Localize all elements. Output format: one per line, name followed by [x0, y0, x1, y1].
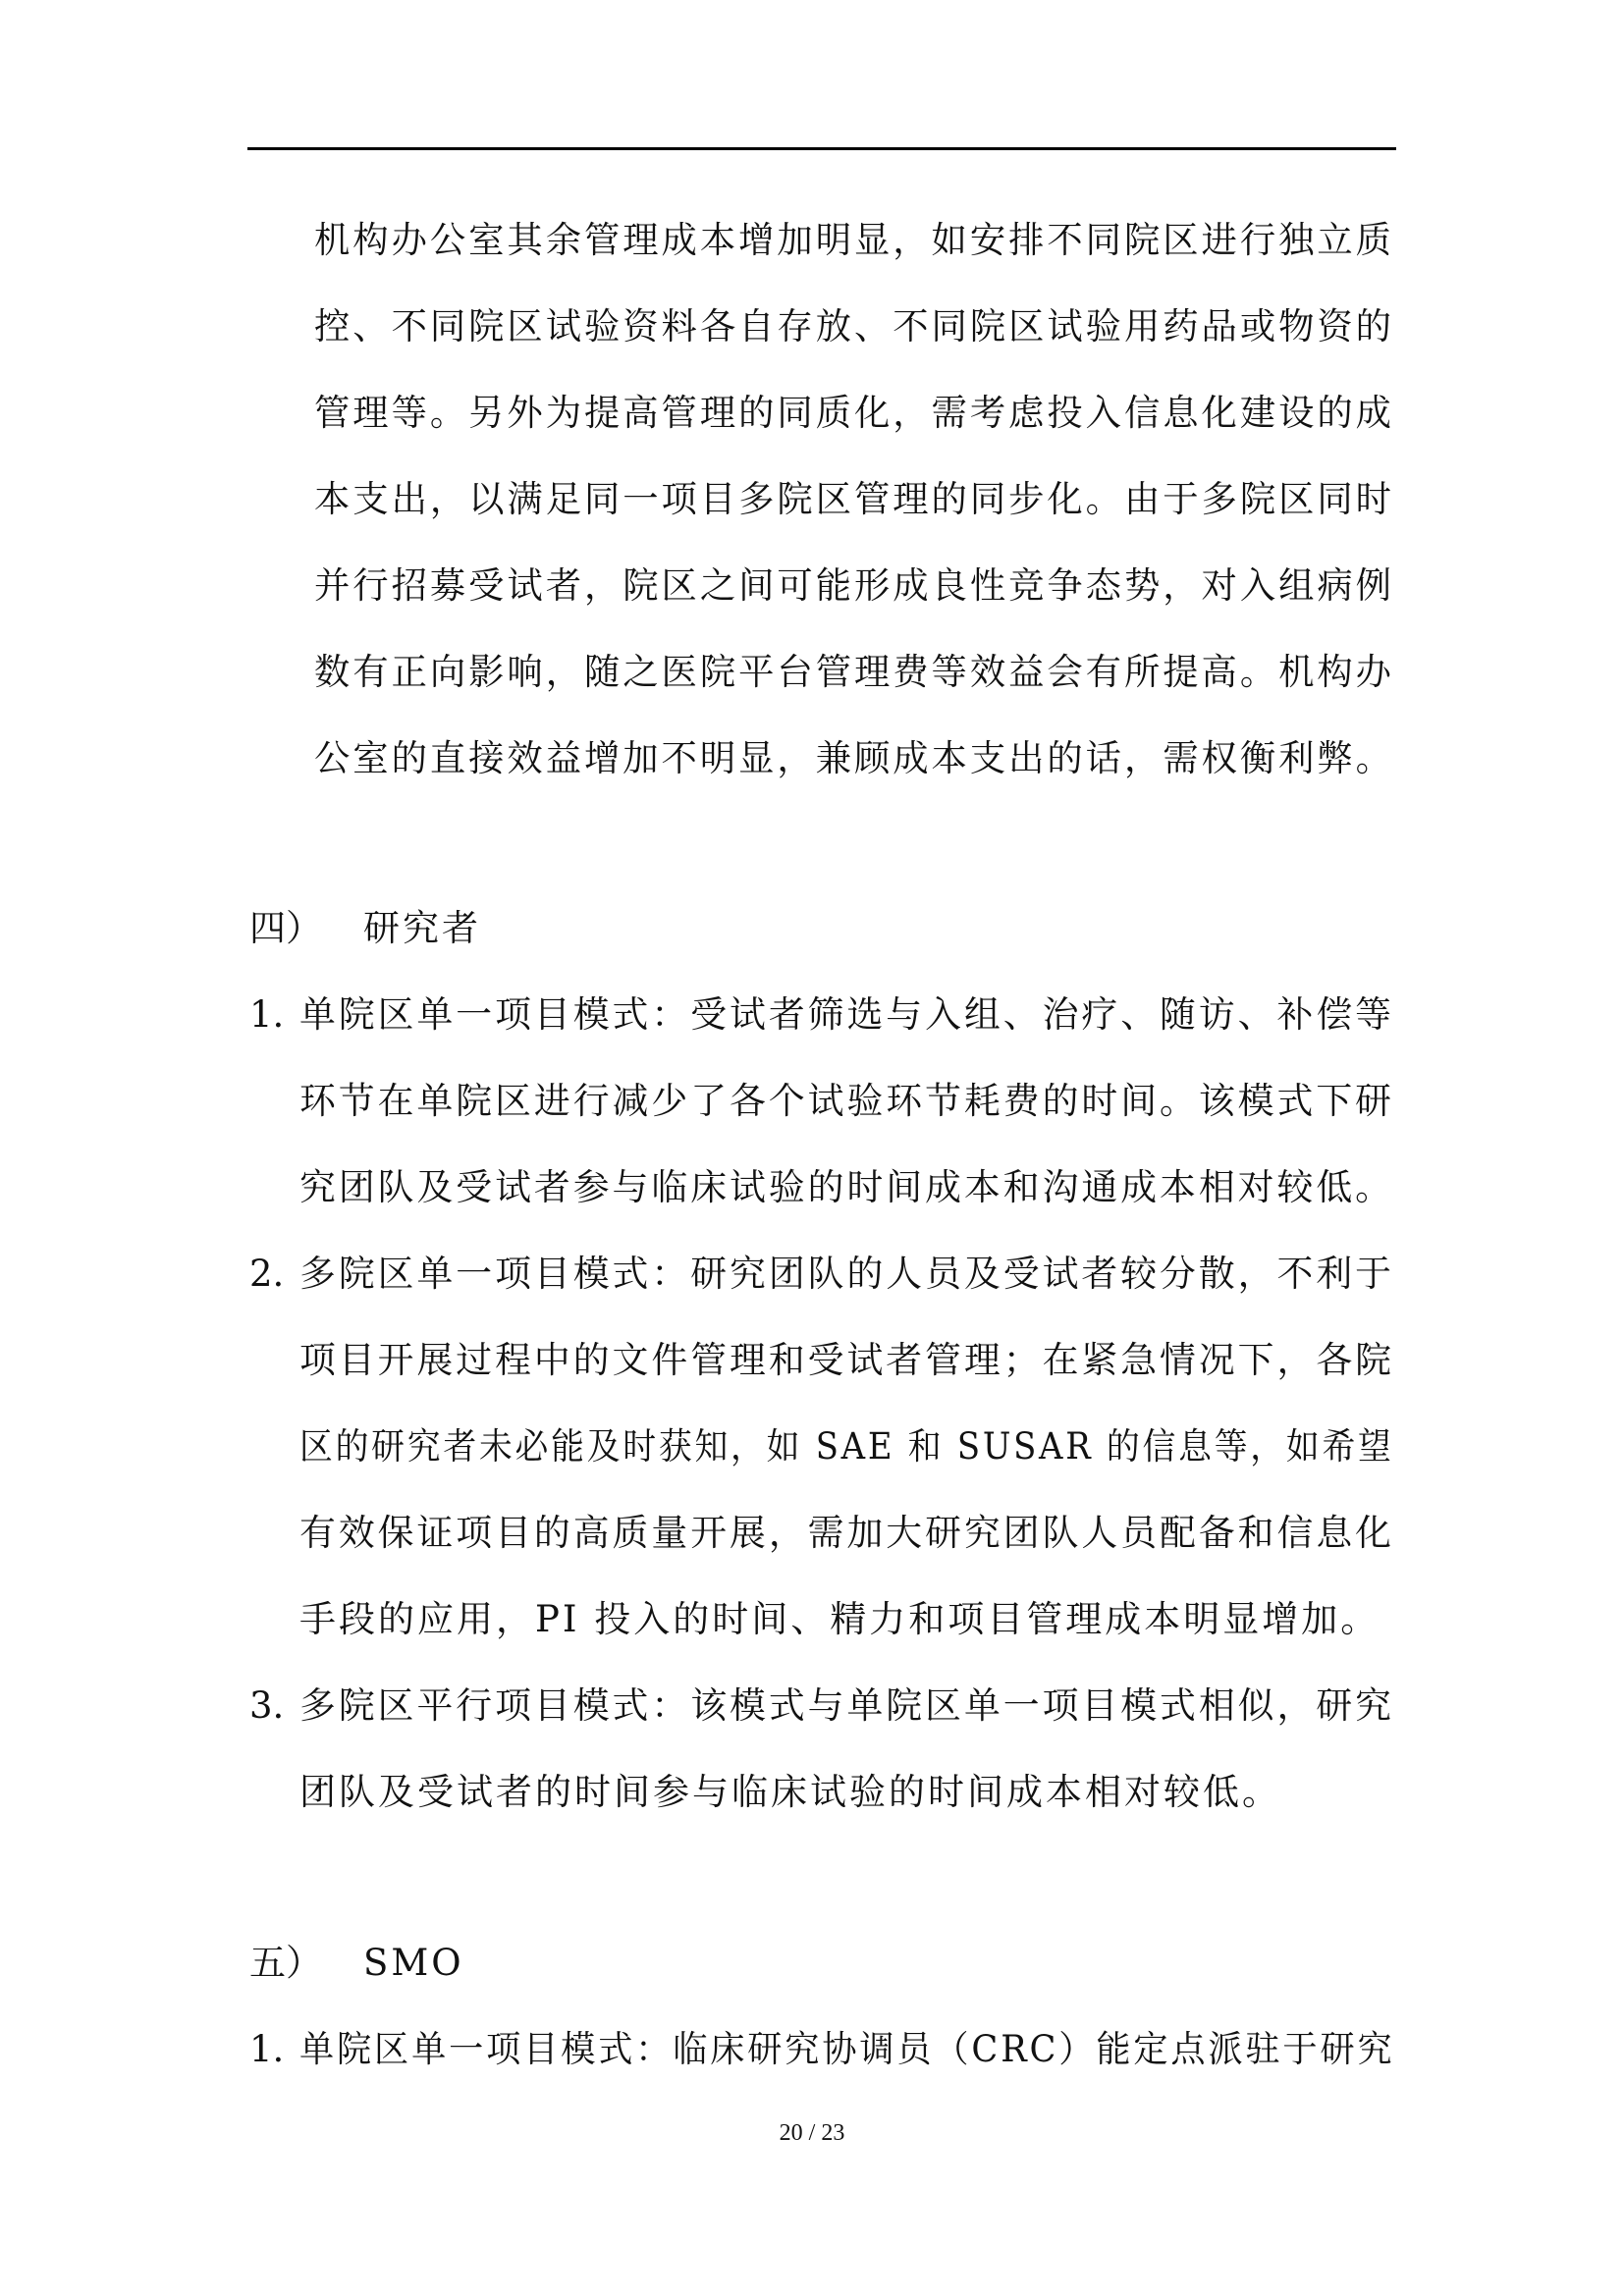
page-number: 20 / 23 — [779, 2120, 845, 2146]
list-item-line: 区的研究者未必能及时获知，如 SAE 和 SUSAR 的信息等，如希望 — [299, 1425, 1394, 1468]
list-item-line: 项目开展过程中的文件管理和受试者管理；在紧急情况下，各院 — [299, 1339, 1394, 1381]
list-item-line: 单院区单一项目模式：临床研究协调员（CRC）能定点派驻于研究 — [299, 2028, 1395, 2070]
paragraph-line: 本支出，以满足同一项目多院区管理的同步化。由于多院区同时 — [314, 478, 1394, 520]
section-title: 研究者 — [363, 907, 481, 949]
list-item-number: 2. — [249, 1253, 285, 1295]
paragraph-line: 管理等。另外为提高管理的同质化，需考虑投入信息化建设的成 — [314, 392, 1394, 434]
list-item-line: 多院区单一项目模式：研究团队的人员及受试者较分散，不利于 — [299, 1253, 1394, 1295]
section-number: 五） — [249, 1942, 322, 1984]
list-item-line: 单院区单一项目模式：受试者筛选与入组、治疗、随访、补偿等 — [299, 993, 1394, 1036]
header-rule — [247, 147, 1396, 150]
list-item-line: 环节在单院区进行减少了各个试验环节耗费的时间。该模式下研 — [299, 1080, 1394, 1122]
list-item-number: 1. — [249, 993, 285, 1036]
list-item-line: 究团队及受试者参与临床试验的时间成本和沟通成本相对较低。 — [299, 1166, 1394, 1208]
paragraph-line: 机构办公室其余管理成本增加明显，如安排不同院区进行独立质 — [314, 219, 1394, 261]
list-item-number: 3. — [249, 1684, 285, 1727]
section-number: 四） — [249, 907, 322, 949]
paragraph-line: 数有正向影响，随之医院平台管理费等效益会有所提高。机构办 — [314, 651, 1394, 693]
list-item-line: 有效保证项目的高质量开展，需加大研究团队人员配备和信息化 — [299, 1512, 1394, 1554]
section-title: SMO — [363, 1942, 464, 1984]
list-item-line: 团队及受试者的时间参与临床试验的时间成本相对较低。 — [299, 1771, 1281, 1813]
paragraph-line: 并行招募受试者，院区之间可能形成良性竞争态势，对入组病例 — [314, 564, 1394, 607]
list-item-line: 手段的应用，PI 投入的时间、精力和项目管理成本明显增加。 — [299, 1598, 1380, 1640]
paragraph-line: 公室的直接效益增加不明显，兼顾成本支出的话，需权衡利弊。 — [314, 737, 1394, 779]
list-item-line: 多院区平行项目模式：该模式与单院区单一项目模式相似，研究 — [299, 1684, 1394, 1727]
list-item-number: 1. — [249, 2028, 285, 2070]
paragraph-line: 控、不同院区试验资料各自存放、不同院区试验用药品或物资的 — [314, 305, 1394, 347]
